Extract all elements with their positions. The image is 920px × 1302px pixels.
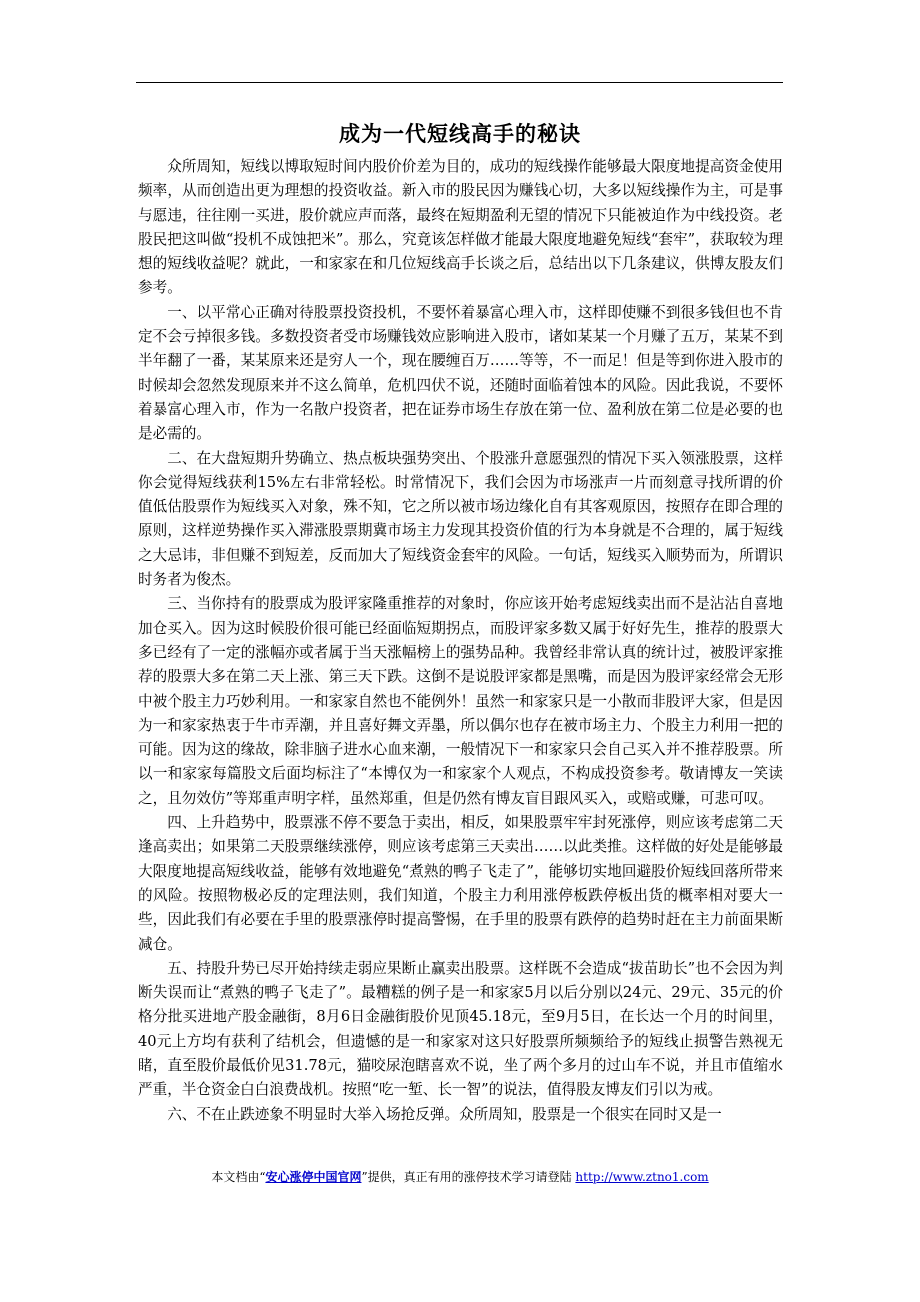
document-title: 成为一代短线高手的秘诀 <box>339 122 581 146</box>
paragraph-4: 四、上升趋势中，股票涨不停不要急于卖出，相反，如果股票牢牢封死涨停，则应该考虑第二天逢高卖出；如果第二天股票继续涨停，则应该考虑第三天卖出……以此类推。这样做的好处是能够最大限度地提高短线收益，能够有效地避免“煮熟的鸭子飞走了”，能够切实地回避股价短线回落所带来的风险。按照物极必反的定理法则，我们知道，个股主力利用涨停板跌停板出货的概率相对要大一些，因此我们有必要在手里的股票涨停时提高警惕，在手里的股票有跌停的趋势时赶在主力前面果断减仓。 <box>138 814 783 953</box>
paragraph-6: 六、不在止跌迹象不明显时大举入场抢反弹。众所周知，股票是一个很实在同时又是一 <box>167 1105 722 1123</box>
paragraph-3: 三、当你持有的股票成为股评家隆重推荐的对象时，你应该开始考虑短线卖出而不是沾沾自喜地加仓买入。因为这时候股价很可能已经面临短期拐点，而股评家多数又属于好好先生，推荐的股票大多已经有了一定的涨幅亦或者属于当天涨幅榜上的强势品种。我曾经非常认真的统计过，被股评家推荐的股票大多在第二天上涨、第三天下跌。这倒不是说股评家都是黑嘴，而是因为股评家经常会无形中被个股主力巧妙利用。一和家家自然也不能例外！虽然一和家家只是一小散而非股评大家，但是因为一和家家热衷于牛市弄潮，并且喜好舞文弄墨，所以偶尔也存在被市场主力、个股主力利用一把的可能。因为这的缘故，除非脑子进水心血来潮，一般情况下一和家家只会自己买入并不推荐股票。所以一和家家每篇股文后面均标注了“本博仅为一和家家个人观点，不构成投资参考。敬请博友一笑读之，且勿效仿”等郑重声明字样，虽然郑重，但是仍然有博友盲目跟风买入，或赔或赚，可悲可叹。 <box>138 595 783 807</box>
page-footer <box>0 1169 920 1185</box>
paragraph-2: 二、在大盘短期升势确立、热点板块强势突出、个股涨升意愿强烈的情况下买入领涨股票，这样你会觉得短线获利15%左右非常轻松。时常情况下，我们会因为市场涨声一片而刻意寻找所谓的价值低估股票作为短线买入对象，殊不知，它之所以被市场边缘化自有其客观原因，按照存在即合理的原则，这样逆势操作买入滞涨股票期冀市场主力发现其投资价值的行为本身就是不合理的，属于短线之大忌讳，非但赚不到短差，反而加大了短线资金套牢的风险。一句话，短线买入顺势而为，所谓识时务者为俊杰。 <box>138 449 783 589</box>
header-rule <box>136 82 783 83</box>
document-body <box>138 155 783 1127</box>
paragraph-intro: 众所周知，短线以博取短时间内股价价差为目的，成功的短线操作能够最大限度地提高资金使用频率，从而创造出更为理想的投资收益。新入市的股民因为赚钱心切，大多以短线操作为主，可是事与愿违，往往刚一买进，股价就应声而落，最终在短期盈利无望的情况下只能被迫作为中线投资。老股民把这叫做“投机不成蚀把米”。那么，究竟该怎样做才能最大限度地避免短线“套牢”，获取较为理想的短线收益呢？就此，一和家家在和几位短线高手长谈之后，总结出以下几条建议，供博友股友们参考。 <box>138 158 783 297</box>
footer-middle: ”提供，真正有用的涨停技术学习请登陆 <box>361 1170 576 1184</box>
paragraph-5: 五、持股升势已尽开始持续走弱应果断止赢卖出股票。这样既不会造成“拔苗助长”也不会因为判断失误而让“煮熟的鸭子飞走了”。最糟糕的例子是一和家家5月以后分别以24元、29元、35元的价格分批买进地产股金融街，8月6日金融街股价见顶45.18元，至9月5日，在长达一个月的时间里，40元上方均有获利了结机会，但遗憾的是一和家家对这只好股票所频频给予的短线止损警告熟视无睹，直至股价最低价见31.78元，猫咬尿泡瞎喜欢不说，坐了两个多月的过山车不说，并且市值缩水严重，半仓资金白白浪费战机。按照“吃一堑、长一智”的说法，值得股友博友们引以为戒。 <box>138 959 783 1099</box>
footer-url-link[interactable]: http://www.ztno1.com <box>575 1170 709 1184</box>
paragraph-1: 一、以平常心正确对待股票投资投机，不要怀着暴富心理入市，这样即使赚不到很多钱但也不肯定不会亏掉很多钱。多数投资者受市场赚钱效应影响进入股市，诸如某某一个月赚了五万，某某不到半年翻了一番，某某原来还是穷人一个，现在腰缠百万……等等，不一而足！但是等到你进入股市的时候却会忽然发现原来并不这么简单，危机四伏不说，还随时面临着蚀本的风险。因此我说，不要怀着暴富心理入市，作为一名散户投资者，把在证券市场生存放在第一位、盈利放在第二位是必要的也是必需的。 <box>138 303 783 443</box>
footer-prefix: 本文档由“ <box>211 1170 266 1184</box>
footer-site-link[interactable]: 安心涨停中国官网 <box>265 1170 362 1184</box>
